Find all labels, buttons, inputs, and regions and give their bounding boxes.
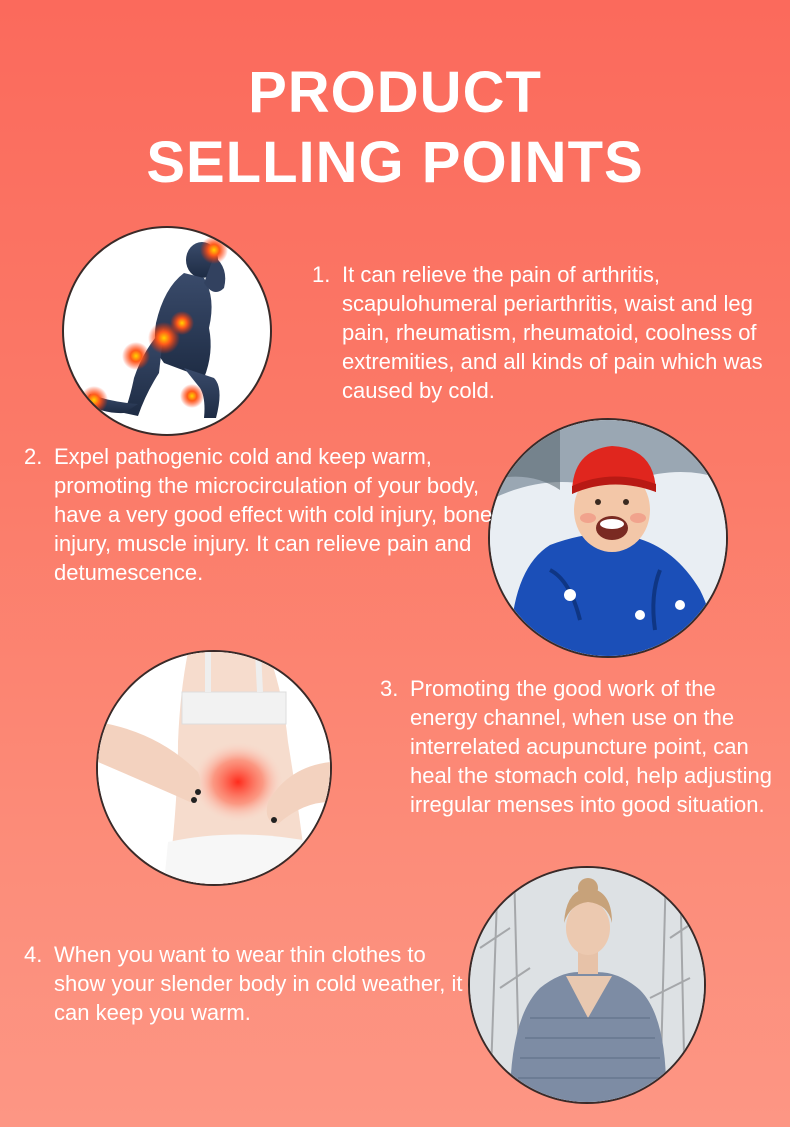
child-in-snow-photo xyxy=(488,418,728,658)
woman-in-snow-photo xyxy=(468,866,706,1104)
point-text: It can relieve the pain of arthritis, scapulohumeral periarthritis, waist and leg pain, rheumatism, rheumatoid, coolness of extremities, and all kinds of pain which was caused by cold. xyxy=(342,262,763,403)
page-title xyxy=(0,58,790,198)
selling-point-4 xyxy=(24,940,464,1027)
point-number: 4. xyxy=(24,942,43,967)
selling-point-1 xyxy=(312,260,782,405)
point-number: 3. xyxy=(380,676,399,701)
selling-point-3 xyxy=(380,674,780,819)
point-text: Expel pathogenic cold and keep warm, promoting the microcirculation of your body, have a very good effect with cold injury, bone injury, muscle injury. It can relieve pain and detumescence. xyxy=(54,444,493,585)
title-line-1: PRODUCT xyxy=(248,60,542,125)
point-text: Promoting the good work of the energy channel, when use on the interrelated acupuncture point, can heal the stomach cold, help adjusting irregular menses into good situation. xyxy=(410,676,773,817)
point-number: 2. xyxy=(24,444,43,469)
lower-back-pain-photo xyxy=(96,650,332,886)
point-number: 1. xyxy=(312,262,331,287)
point-text: When you want to wear thin clothes to show your slender body in cold weather, it can keep you warm. xyxy=(54,942,463,1025)
runner-joint-pain-photo xyxy=(62,226,272,436)
title-line-2: SELLING POINTS xyxy=(146,130,644,195)
selling-point-2 xyxy=(24,442,494,587)
